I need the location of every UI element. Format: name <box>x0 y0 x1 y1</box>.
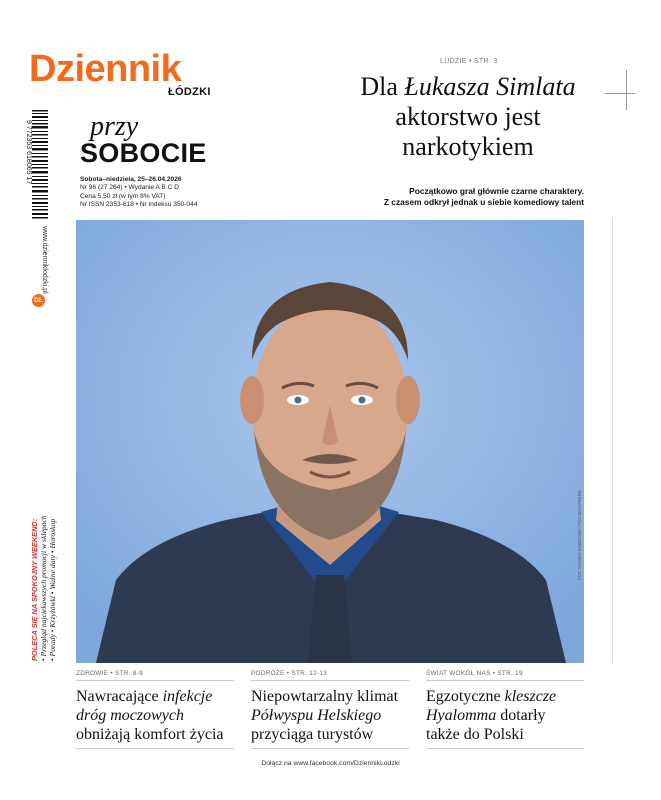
issue-number: Nr 96 (27 264) • Wydanie A B C D <box>80 184 180 192</box>
teaser-health[interactable] <box>76 670 234 749</box>
teaser-kicker: ZDROWIE • STR. 8-9 <box>76 670 234 681</box>
lead-kicker: LUDZIE • STR. 3 <box>440 58 498 65</box>
website-url[interactable]: www.dziennikl​odzki.pl <box>41 226 48 294</box>
teaser-headline <box>76 681 234 744</box>
masthead-region: ŁÓDZKI <box>168 86 211 98</box>
headline-part: Dla <box>360 72 405 101</box>
lead-headline[interactable] <box>330 72 606 162</box>
headline-italic: kleszcze <box>504 688 557 705</box>
headline-line: także do Polski <box>426 726 524 743</box>
teaser-headline <box>426 681 584 744</box>
headline-italic: Półwyspu Helskiego <box>251 707 382 724</box>
headline-part: Niepowtarzalny klimat <box>251 688 399 705</box>
cover-photo <box>76 220 584 663</box>
headline-line: aktorstwo jest <box>395 102 541 131</box>
weekend-recommendations <box>30 515 57 661</box>
divider <box>251 748 409 749</box>
headline-italic: dróg moczowych <box>76 707 184 724</box>
lead-dek <box>326 186 584 208</box>
issue-date: Sobota–niedziela, 25–26.04.2026 <box>80 176 182 183</box>
headline-line: obniżają komfort życia <box>76 726 224 743</box>
divider <box>426 748 584 749</box>
supplement-title-bottom: SOBOCIE <box>80 138 207 168</box>
headline-italic: Hyalomma <box>426 707 497 724</box>
teaser-headline <box>251 681 409 744</box>
headline-line: narkotykiem <box>402 132 534 161</box>
poleca-line: • Porady • Krzyżówki • Ważne daty • Horoskop <box>48 518 57 661</box>
teaser-kicker: PODRÓŻE • STR. 12-13 <box>251 670 409 681</box>
barcode-graphic <box>32 110 48 220</box>
barcode-number: 9 772353 618065 17 <box>25 120 32 185</box>
headline-italic: infekcje <box>162 688 213 705</box>
poleca-title: POLECA SIĘ NA SPOKOJNY WEEKEND: <box>30 518 39 661</box>
crop-mark <box>605 93 635 94</box>
poleca-line: • Przegląd najciekawszych promocji w sklepach <box>39 515 48 661</box>
headline-line: przyciąga turystów <box>251 726 374 743</box>
teaser-travel[interactable] <box>251 670 409 749</box>
facebook-link[interactable]: Dołącz na www.facebook.com/DziennikLodzki <box>261 760 400 767</box>
masthead-logo: Dziennik <box>29 48 182 90</box>
headline-part: Egzotyczne <box>426 688 505 705</box>
supplement-title-top: przy <box>90 111 139 142</box>
headline-part: Nawracające <box>76 688 163 705</box>
divider <box>76 748 234 749</box>
portrait-illustration <box>76 220 584 663</box>
headline-part: dotarły <box>496 707 546 724</box>
issue-issn: Nr ISSN 2353-618 • Nr indeksu 350-044 <box>80 200 198 208</box>
teaser-kicker: ŚWIAT WOKÓŁ NAS • STR. 19 <box>426 670 584 681</box>
headline-italic: Łukasza Simlata <box>404 72 576 101</box>
crop-mark <box>626 70 627 110</box>
dek-line: Z czasem odkrył jednak u siebie komediowy talent <box>383 197 584 207</box>
brand-badge: DŁ <box>32 294 45 307</box>
column-rule <box>612 218 613 663</box>
photo-credit: FOT. SYLWIA DĄBROWA / POLSKA PRESS <box>577 490 582 580</box>
teaser-world[interactable] <box>426 670 584 749</box>
dek-line: Początkowo grał głównie czarne charaktery. <box>409 186 584 196</box>
issue-info <box>80 176 197 209</box>
issue-price: Cena 5,50 zł (w tym 8% VAT) <box>80 192 166 200</box>
